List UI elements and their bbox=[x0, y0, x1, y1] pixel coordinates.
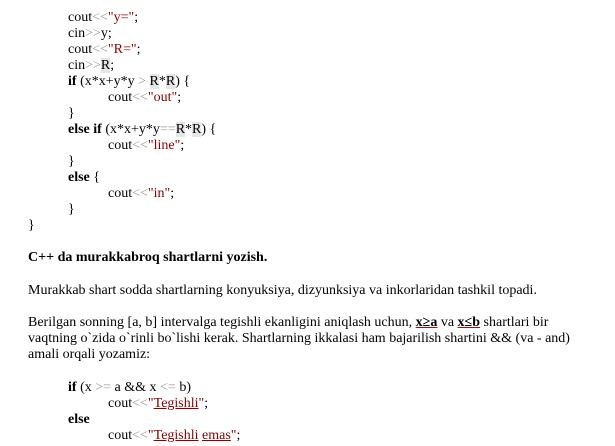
code-token: cout bbox=[108, 186, 133, 201]
code-token bbox=[146, 74, 150, 89]
code-string: "in" bbox=[147, 186, 171, 201]
code-highlight: R bbox=[175, 122, 186, 137]
code-operator: << bbox=[92, 42, 108, 57]
code-token: { bbox=[89, 170, 100, 185]
code-token: ; bbox=[204, 396, 209, 411]
code-token: ; bbox=[170, 186, 175, 201]
code-token: * bbox=[158, 74, 166, 89]
code-brace: } bbox=[68, 154, 75, 169]
paragraph-line: vaqtning o`zida o`rinli bo`lishi kerak. Shartlarning ikkalasi ham bajarilish shartini && (va - and) bbox=[28, 331, 570, 346]
code-brace: } bbox=[28, 218, 35, 233]
code-line bbox=[68, 170, 100, 186]
code-string: " bbox=[147, 428, 154, 443]
code-operator: << bbox=[132, 138, 148, 153]
code-operator: <= bbox=[160, 380, 176, 395]
code-token: cout bbox=[68, 42, 93, 57]
code-line bbox=[108, 90, 181, 106]
code-line bbox=[108, 396, 208, 412]
code-brace: } bbox=[68, 106, 75, 121]
code-string: " bbox=[198, 396, 205, 411]
code-token: ) { bbox=[201, 122, 217, 137]
code-operator: >> bbox=[85, 26, 101, 41]
code-operator: << bbox=[132, 90, 148, 105]
code-string: "line" bbox=[147, 138, 181, 153]
code-highlight: R bbox=[100, 58, 111, 73]
paragraph-line: amali orqali yozamiz: bbox=[28, 347, 151, 362]
code-highlight: R bbox=[149, 74, 159, 89]
code-string: " bbox=[147, 396, 154, 411]
code-token: b) bbox=[175, 380, 191, 395]
code-keyword: else bbox=[68, 412, 90, 427]
code-line bbox=[68, 26, 112, 42]
code-line bbox=[68, 10, 138, 26]
code-token: ; bbox=[110, 58, 115, 73]
math-condition: x≤b bbox=[457, 315, 481, 330]
code-token: cout bbox=[108, 396, 133, 411]
paragraph: Murakkab shart sodda shartlarning konyuksiya, dizyunksiya va inkorlaridan tashkil topadi. bbox=[28, 283, 537, 298]
code-string-word: Tegishli bbox=[153, 396, 199, 411]
code-token: (x bbox=[76, 380, 96, 395]
code-string-word: Tegishli bbox=[153, 428, 199, 443]
code-token: cout bbox=[108, 138, 133, 153]
code-string-word: emas bbox=[202, 428, 231, 443]
math-condition: x≥a bbox=[415, 315, 438, 330]
section-heading: C++ da murakkabroq shartlarni yozish. bbox=[28, 250, 268, 265]
code-line bbox=[108, 186, 174, 202]
code-keyword: else bbox=[68, 170, 90, 185]
paragraph-text: Berilgan sonning [a, b] intervalga tegishli ekanligini aniqlash uchun, bbox=[28, 315, 416, 330]
code-string: "out" bbox=[147, 90, 178, 105]
code-string: "R=" bbox=[107, 42, 137, 57]
code-brace: } bbox=[68, 202, 75, 217]
code-token: ) { bbox=[175, 74, 191, 89]
code-operator: == bbox=[159, 122, 176, 137]
code-string: "y=" bbox=[107, 10, 135, 25]
code-token: (x*x+y*y bbox=[101, 122, 160, 137]
code-line bbox=[108, 428, 240, 444]
code-token: cout bbox=[68, 10, 93, 25]
code-token: (x*x+y*y bbox=[76, 74, 139, 89]
code-operator: << bbox=[132, 428, 148, 443]
code-line bbox=[68, 380, 191, 396]
paragraph-text: shartlari bir bbox=[480, 315, 549, 330]
code-operator: << bbox=[92, 10, 108, 25]
code-highlight: R bbox=[192, 122, 202, 137]
code-line bbox=[68, 74, 190, 90]
code-operator: > bbox=[138, 74, 147, 89]
code-token: ; bbox=[180, 138, 185, 153]
code-token: cout bbox=[108, 90, 133, 105]
code-line bbox=[68, 122, 216, 138]
code-token: cin bbox=[68, 58, 86, 73]
paragraph-text: va bbox=[437, 315, 458, 330]
code-token: cin bbox=[68, 26, 86, 41]
code-operator: << bbox=[132, 186, 148, 201]
code-line bbox=[68, 42, 140, 58]
paragraph-line bbox=[28, 315, 548, 331]
code-token: * bbox=[185, 122, 193, 137]
code-token: y; bbox=[100, 26, 112, 41]
code-line bbox=[68, 58, 114, 74]
code-keyword: else if bbox=[68, 122, 102, 137]
code-token: ; bbox=[134, 10, 139, 25]
code-line bbox=[68, 412, 90, 428]
code-operator: >> bbox=[85, 58, 101, 73]
code-token: ; bbox=[136, 42, 141, 57]
code-line bbox=[108, 138, 184, 154]
code-operator: << bbox=[132, 396, 148, 411]
code-string: " bbox=[230, 428, 237, 443]
code-token: ; bbox=[177, 90, 182, 105]
code-token: ; bbox=[236, 428, 241, 443]
code-keyword: if bbox=[68, 74, 77, 89]
code-token: cout bbox=[108, 428, 133, 443]
code-keyword: if bbox=[68, 380, 77, 395]
code-operator: >= bbox=[95, 380, 112, 395]
code-token: a && x bbox=[111, 380, 161, 395]
code-highlight: R bbox=[165, 74, 176, 89]
